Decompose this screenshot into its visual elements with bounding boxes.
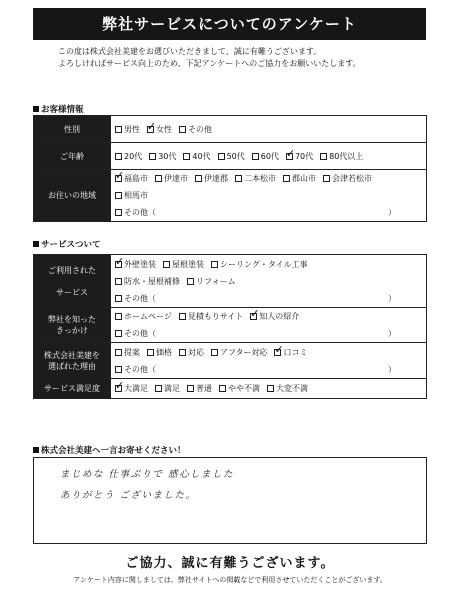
option-item[interactable]: [115, 379, 148, 394]
check-mark-icon: ✓: [115, 379, 125, 392]
age-label: ご年齢: [34, 143, 111, 170]
checkbox[interactable]: [320, 153, 327, 160]
option-item[interactable]: [285, 146, 314, 162]
check-mark-icon: ✓: [115, 254, 125, 268]
option-item[interactable]: [115, 124, 140, 135]
option-item[interactable]: [252, 151, 279, 162]
intro-line-1: この度は株式会社美建をお選びいただきまして、誠に有難うございます。: [58, 47, 322, 56]
option-label: 知人の紹介: [259, 312, 300, 321]
option-item[interactable]: [155, 383, 180, 394]
option-label: 60代: [260, 151, 279, 161]
satisfaction-options: [115, 379, 422, 394]
checkbox[interactable]: [115, 349, 122, 356]
option-item[interactable]: [115, 169, 148, 184]
checkbox[interactable]: [211, 261, 218, 268]
checkbox[interactable]: [115, 254, 125, 268]
checkbox[interactable]: [250, 307, 260, 320]
option-item[interactable]: [250, 307, 300, 322]
option-label: 20代: [124, 151, 143, 161]
option-label: 見積もりサイト: [187, 312, 244, 321]
satisfaction-label: サービス満足度: [34, 379, 111, 399]
thanks-heading: ご協力、誠に有難うございます。: [125, 556, 335, 571]
check-mark-icon: ✓: [274, 342, 284, 356]
square-bullet-icon: [33, 447, 39, 453]
region-other: その他（ ）: [115, 204, 422, 221]
service-section-title: サービスついて: [33, 238, 101, 250]
checkbox[interactable]: [179, 313, 186, 320]
checkbox[interactable]: [219, 385, 226, 392]
option-item[interactable]: [115, 254, 156, 270]
customer-section-title: お客様情報: [33, 103, 84, 115]
reason-row1: [115, 344, 422, 361]
option-label: 50代: [226, 151, 245, 161]
check-mark-icon: ✓: [147, 119, 157, 133]
used-service-row2: [115, 273, 422, 290]
intro-line-2: よろしければサービス向上のため、下記アンケートへのご協力をお願いいたします。: [58, 59, 361, 68]
checkbox[interactable]: [155, 385, 162, 392]
option-label: 屋根塗装: [172, 259, 204, 269]
checkbox[interactable]: [267, 385, 274, 392]
option-label: シーリング・タイル工事: [220, 259, 308, 269]
source-row1: [115, 308, 422, 325]
checkbox[interactable]: [211, 349, 218, 356]
checkbox[interactable]: [285, 146, 296, 160]
option-label: 対応: [188, 347, 204, 357]
checkbox[interactable]: [115, 313, 122, 320]
option-label: 普通: [196, 384, 212, 393]
checkbox[interactable]: [179, 126, 186, 133]
checkbox[interactable]: [283, 175, 290, 182]
checkbox[interactable]: [155, 175, 162, 182]
checkbox[interactable]: [115, 295, 122, 302]
checkbox[interactable]: [218, 153, 225, 160]
option-item[interactable]: [149, 151, 176, 162]
option-item[interactable]: [187, 276, 236, 287]
option-label: 価格: [156, 347, 172, 357]
option-item[interactable]: [179, 311, 243, 322]
option-item[interactable]: [283, 173, 316, 184]
checkbox[interactable]: [115, 153, 122, 160]
check-mark-icon: ✓: [115, 169, 125, 182]
handwritten-comment-line-2: ありがとう ございました。: [60, 490, 197, 501]
checkbox[interactable]: [147, 349, 154, 356]
used-service-row1: [115, 256, 422, 273]
option-label: 郡山市: [292, 174, 316, 183]
comment-section-title: 株式会社美建へ一言お寄せください！: [33, 444, 186, 456]
checkbox[interactable]: [115, 379, 125, 392]
option-item[interactable]: [323, 173, 372, 184]
option-item[interactable]: [115, 276, 180, 287]
option-label: 外壁塗装: [124, 259, 156, 269]
checkbox[interactable]: [195, 175, 202, 182]
option-item[interactable]: [115, 347, 140, 358]
checkbox[interactable]: [115, 209, 122, 216]
checkbox[interactable]: [115, 169, 125, 182]
option-label: 30代: [158, 151, 177, 161]
option-label: 福島市: [124, 174, 148, 183]
option-item[interactable]: [163, 259, 204, 270]
option-item[interactable]: [179, 347, 204, 358]
reason-label: 株式会社美建を 選ばれた理由: [34, 343, 111, 379]
option-label: 大変不満: [276, 384, 308, 393]
handwritten-comment-line-1: まじめな 仕事ぶりで 感心しました: [60, 469, 235, 480]
option-label: 満足: [164, 384, 180, 393]
option-label: 二本松市: [244, 174, 276, 183]
option-item[interactable]: [267, 383, 308, 394]
option-label: 提案: [124, 347, 140, 357]
option-label: 70代: [294, 151, 314, 161]
square-bullet-icon: [33, 106, 39, 112]
region-options-row1: [115, 170, 422, 187]
option-label: 伊達郡: [204, 174, 228, 183]
option-item[interactable]: [219, 383, 260, 394]
option-item[interactable]: [115, 190, 148, 201]
option-item[interactable]: [147, 119, 172, 135]
option-label: 防水・屋根補修: [124, 276, 180, 286]
option-item[interactable]: [235, 173, 276, 184]
option-label: 会津若松市: [332, 174, 372, 183]
checkbox[interactable]: [115, 330, 122, 337]
option-item[interactable]: [274, 342, 308, 358]
option-item[interactable]: [211, 347, 267, 358]
checkbox[interactable]: [115, 278, 122, 285]
option-label: やや不満: [228, 384, 260, 393]
checkbox[interactable]: [149, 153, 156, 160]
checkbox[interactable]: [252, 153, 259, 160]
option-item[interactable]: [211, 259, 308, 270]
age-options: [115, 146, 422, 162]
customer-info-table: [33, 115, 427, 222]
option-label: 相馬市: [124, 191, 148, 200]
gender-options: [115, 119, 422, 135]
option-label: 大満足: [124, 384, 148, 393]
option-label: 口コミ: [283, 347, 308, 357]
check-mark-icon: ✓: [285, 146, 296, 160]
source-other: その他（ ）: [115, 325, 422, 342]
region-options-row2: [115, 187, 422, 204]
region-other-option[interactable]: その他（: [115, 207, 156, 218]
region-label: お住いの地域: [34, 170, 111, 222]
option-item[interactable]: [320, 151, 363, 162]
option-label: 40代: [192, 151, 211, 161]
reason-other: その他（ ）: [115, 361, 422, 378]
gender-label: 性別: [34, 116, 111, 143]
option-item[interactable]: [218, 151, 245, 162]
intro-text: [58, 46, 438, 70]
option-label: 80代以上: [329, 151, 364, 161]
option-label: その他: [188, 124, 212, 134]
used-service-other: その他（ ）: [115, 290, 422, 307]
checkbox[interactable]: [163, 261, 170, 268]
checkbox[interactable]: [115, 126, 122, 133]
option-label: 伊達市: [164, 174, 188, 183]
option-label: 男性: [124, 124, 140, 134]
option-item[interactable]: [115, 151, 142, 162]
square-bullet-icon: [33, 241, 39, 247]
option-item[interactable]: [195, 173, 228, 184]
option-label: ホームページ: [124, 312, 172, 321]
checkbox[interactable]: [235, 175, 242, 182]
checkbox[interactable]: [274, 342, 284, 356]
option-label: リフォーム: [196, 276, 236, 286]
checkbox[interactable]: [179, 349, 186, 356]
checkbox[interactable]: [115, 366, 122, 373]
footer-note: アンケート内容に関しましては、弊社サイトへの掲載などで利用させていただくことがございます。: [73, 576, 387, 584]
checkbox[interactable]: [115, 192, 122, 199]
service-table: [33, 254, 427, 399]
checkbox[interactable]: [187, 278, 194, 285]
check-mark-icon: ✓: [250, 307, 260, 320]
option-item[interactable]: [147, 347, 172, 358]
survey-title-banner: 弊社サービスについてのアンケート: [33, 8, 426, 40]
option-item[interactable]: [155, 173, 188, 184]
option-label: アフター対応: [220, 347, 268, 357]
option-item[interactable]: [187, 383, 212, 394]
option-label: 女性: [156, 124, 172, 134]
checkbox[interactable]: [147, 119, 157, 133]
option-item[interactable]: [183, 151, 210, 162]
checkbox[interactable]: [183, 153, 190, 160]
comment-box[interactable]: [33, 457, 427, 544]
source-label: 弊社を知った きっかけ: [34, 308, 111, 343]
used-service-label: ご利用された サービス: [34, 255, 111, 308]
checkbox[interactable]: [323, 175, 330, 182]
checkbox[interactable]: [187, 385, 194, 392]
option-item[interactable]: [179, 124, 212, 135]
option-item[interactable]: [115, 311, 172, 322]
